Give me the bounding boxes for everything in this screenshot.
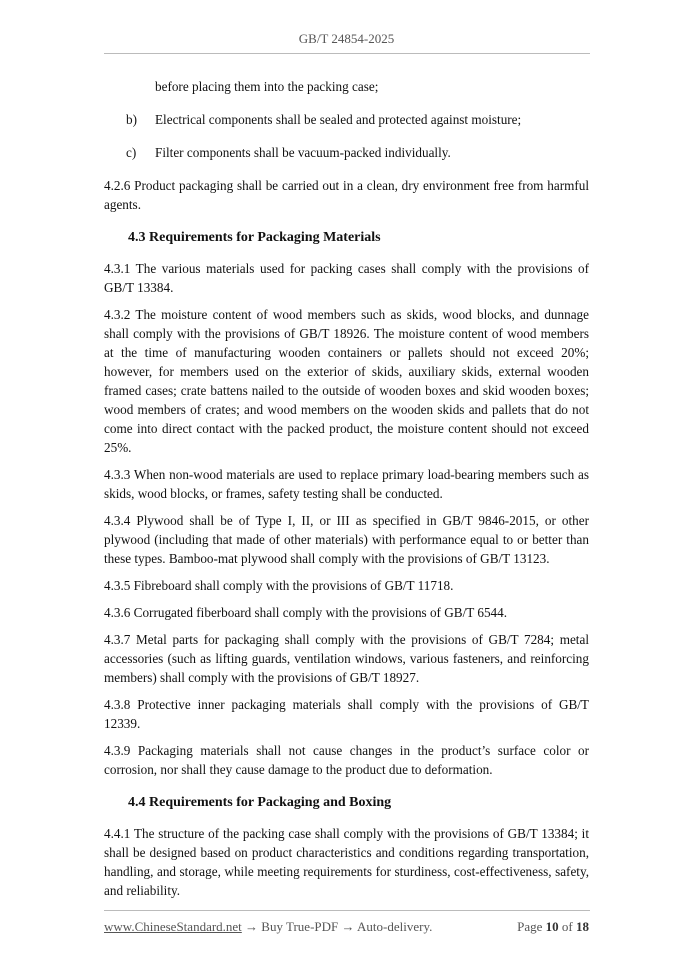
section-heading-4-3: 4.3 Requirements for Packaging Materials [128,230,381,245]
clause-4-2-6: 4.2.6 Product packaging shall be carried out in a clean, dry environment free from harmful agents. [104,178,589,212]
page-total: 18 [576,919,589,934]
auto-delivery-text: Auto-delivery. [357,919,433,934]
page-body [104,77,589,908]
of-word: of [561,919,573,934]
clause-4-3-8: 4.3.8 Protective inner packaging materials shall comply with the provisions of GB/T 12339. [104,697,589,731]
list-item-b [104,110,589,129]
page-word: Page [517,919,543,934]
page-current: 10 [545,919,559,934]
list-item-c [104,143,589,162]
buy-true-pdf-text: Buy True-PDF [261,919,339,934]
clause-4-3-6: 4.3.6 Corrugated fiberboard shall comply with the provisions of GB/T 6544. [104,605,508,620]
list-item-continuation: before placing them into the packing case; [155,79,379,94]
header-divider [104,53,590,54]
list-item-text: Filter components shall be vacuum-packed individually. [155,145,451,160]
doc-number: GB/T 24854-2025 [298,31,395,46]
arrow-right-icon: → [245,919,259,934]
clause-4-4-1: 4.4.1 The structure of the packing case shall comply with the provisions of GB/T 13384; it shall be designed based on product characteristics and conditions regarding transportation, handling, and storage, while meeting requirements for sturdiness, cost-effectiveness, safety, and reliability. [104,826,589,898]
clause-4-3-4: 4.3.4 Plywood shall be of Type I, II, or III as specified in GB/T 9846-2015, or other plywood (including that made of other materials) with performance equal to or better than these types. Bamboo-mat plywood shall comply with the provisions of GB/T 13123. [104,513,589,566]
clause-4-3-2: 4.3.2 The moisture content of wood members such as skids, wood blocks, and dunnage shall comply with the provisions of GB/T 18926. The moisture content of wood members at the time of manufacturing wooden containers or pallets should not exceed 20%; however, for members used on the exterior of skids, auxiliary skids, external wooden framed cases; crate battens nailed to the outside of wooden boxes and skid wooden boxes; wood members of crates; and wood members on the wooden skids and pallets that do not come into direct contact with the packed product, the moisture content should not exceed 25%. [104,307,589,455]
footer-divider [104,910,590,911]
page-header [0,31,693,47]
footer-left [104,919,432,935]
list-item-label: c) [126,145,137,160]
clause-4-3-3: 4.3.3 When non-wood materials are used to replace primary load-bearing members such as skids, wood blocks, or frames, safety testing shall be conducted. [104,467,589,501]
arrow-right-icon: → [341,919,355,934]
clause-4-3-9: 4.3.9 Packaging materials shall not cause changes in the product’s surface color or corrosion, nor shall they cause damage to the product due to deformation. [104,743,589,777]
clause-4-3-7: 4.3.7 Metal parts for packaging shall comply with the provisions of GB/T 7284; metal accessories (such as lifting guards, ventilation windows, various fasteners, and reinforcing members) shall comply with the provisions of GB/T 18927. [104,632,589,685]
page-number [517,919,589,935]
list-item-text: Electrical components shall be sealed and protected against moisture; [155,112,522,127]
list-item-label: b) [126,112,137,127]
clause-4-3-5: 4.3.5 Fibreboard shall comply with the provisions of GB/T 11718. [104,578,454,593]
section-heading-4-4: 4.4 Requirements for Packaging and Boxing [128,795,392,810]
clause-4-3-1: 4.3.1 The various materials used for packing cases shall comply with the provisions of GB/T 13384. [104,261,589,295]
site-link[interactable]: www.ChineseStandard.net [104,919,242,934]
